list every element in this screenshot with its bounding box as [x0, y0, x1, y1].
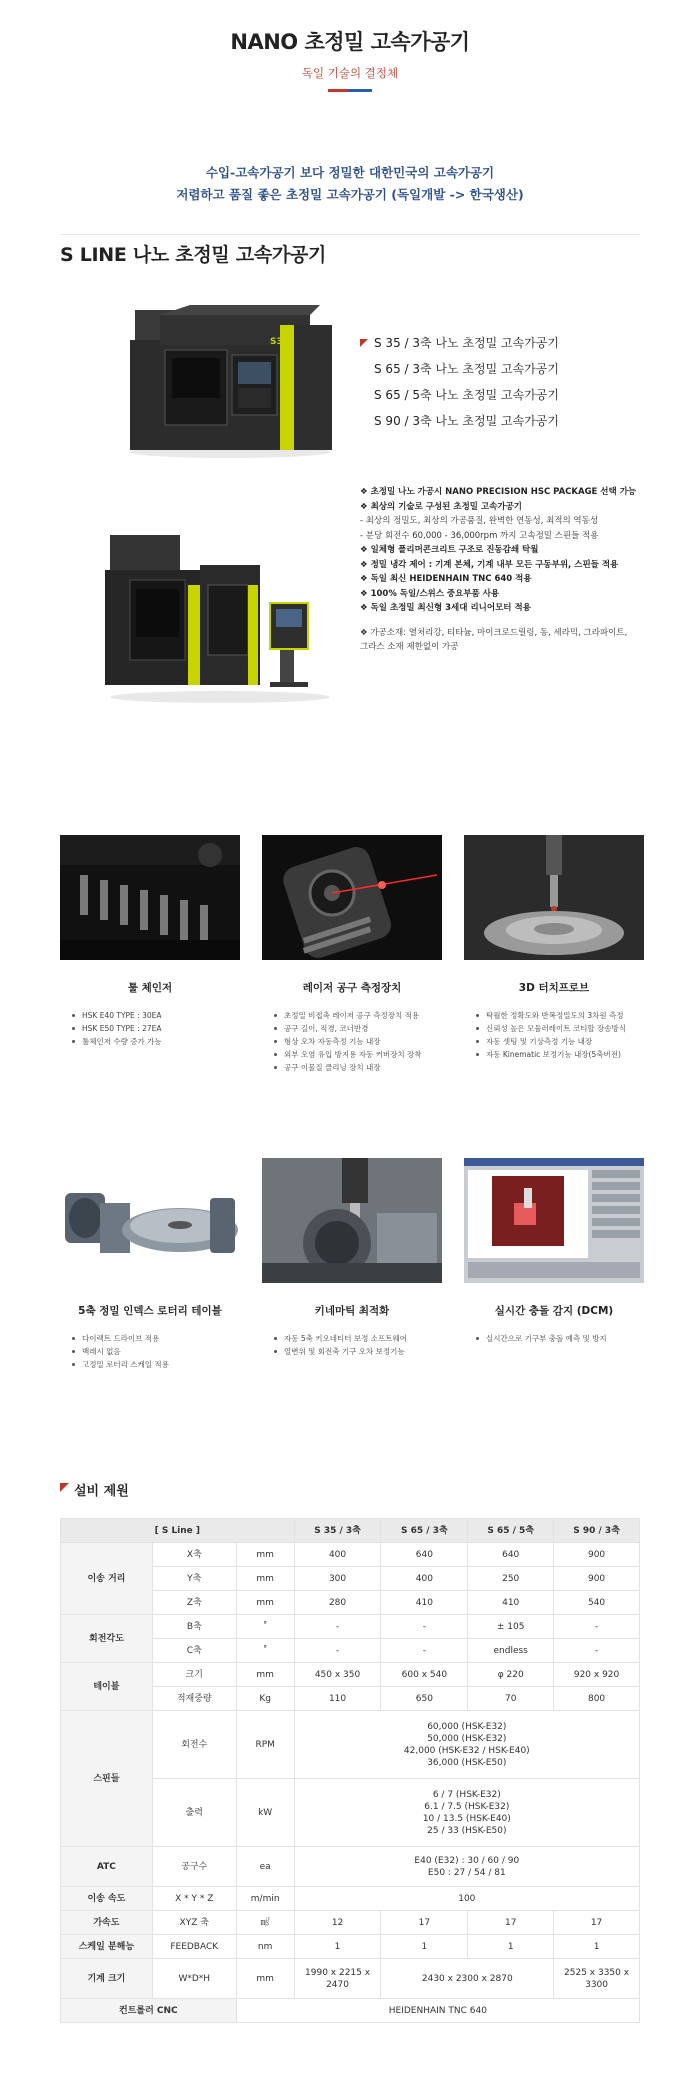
title-accent-bar	[328, 89, 372, 92]
cell-line: 3300	[585, 1979, 609, 1990]
model-item: S 65 / 5축 나노 초정밀 고속가공기	[374, 388, 559, 402]
feature-card-laser-tool-measure	[262, 835, 442, 1074]
feature-card-tool-changer	[60, 835, 240, 1048]
cell-line: 36,000 (HSK-E50)	[427, 1757, 507, 1768]
group-label: 컨트롤러 CNC	[61, 1999, 237, 2023]
feature-card-dcm	[464, 1158, 644, 1345]
table-cell: 1	[294, 1935, 381, 1959]
table-cell: φ 220	[468, 1663, 554, 1687]
card-bullet: 다이렉트 드라이브 적용	[72, 1332, 240, 1345]
table-cell: XYZ 축	[152, 1911, 236, 1935]
model-list-flag-icon	[360, 339, 368, 347]
group-label: ATC	[61, 1847, 153, 1887]
table-row	[61, 1911, 640, 1935]
group-label: 이송 속도	[61, 1887, 153, 1911]
table-cell: kW	[236, 1779, 294, 1847]
table-cell: mm	[236, 1591, 294, 1615]
table-cell	[294, 1711, 639, 1779]
table-cell: 1	[381, 1935, 468, 1959]
feature-item: ❖ 최상의 기술로 구성된 초정밀 고속가공기	[360, 501, 523, 512]
materials-line-1: ❖ 가공소재: 열처리강, 티타늄, 마이크로드릴링, 동, 세라믹, 그라파이트,	[360, 627, 628, 638]
card-bullet-list	[60, 1332, 240, 1371]
card-title: 키네마틱 최적화	[314, 1305, 390, 1317]
table-header-row	[61, 1519, 640, 1543]
touch-probe-image	[464, 835, 644, 960]
card-bullet: 신뢰성 높은 모듈러레이트 코티할 장송방식	[476, 1022, 644, 1035]
table-row	[61, 1615, 640, 1639]
table-cell: m/min	[236, 1887, 294, 1911]
table-cell: 250	[468, 1567, 554, 1591]
card-title: 레이저 공구 측정장치	[302, 982, 402, 994]
table-cell: 900	[554, 1567, 640, 1591]
feature-item: - 분당 회전수 60,000 - 36,000rpm 까지 고속정밀 스핀들 적용	[360, 530, 599, 541]
feature-item: ❖ 100% 독일/스위스 중요부품 사용	[360, 588, 500, 599]
table-cell: 600 x 540	[381, 1663, 468, 1687]
table-cell: mm	[236, 1959, 294, 1999]
spec-title-text: 설비 제원	[74, 1484, 129, 1499]
table-cell: HEIDENHAIN TNC 640	[236, 1999, 639, 2023]
feature-item: ❖ 일체형 폴리머콘크리트 구조로 진동감쇄 탁월	[360, 545, 539, 555]
feature-list	[360, 485, 636, 655]
cell-line: 6.1 / 7.5 (HSK-E32)	[424, 1801, 510, 1812]
dcm-screen-image	[464, 1158, 644, 1283]
feature-item: ❖ 정밀 냉각 제어 : 기계 본체, 기계 내부 모든 구동부위, 스핀들 적용	[360, 559, 619, 570]
cell-line: 10 / 13.5 (HSK-E40)	[422, 1813, 511, 1824]
card-bullet: 자동 셋팅 및 기상측정 기능 내장	[476, 1035, 644, 1048]
table-cell: 100	[294, 1887, 639, 1911]
table-cell: X * Y * Z	[152, 1887, 236, 1911]
table-cell: 회전수	[152, 1711, 236, 1779]
table-cell: 640	[468, 1543, 554, 1567]
card-bullet: 탁월한 정확도와 반복정밀도의 3차원 측정	[476, 1009, 644, 1022]
machine-image-with-control-panel	[100, 525, 340, 705]
card-bullet-list	[60, 1009, 240, 1048]
card-bullet: 툴체인저 수량 증가 가능	[72, 1035, 240, 1048]
table-cell: ˚	[236, 1615, 294, 1639]
spec-table	[60, 1518, 640, 2023]
table-cell: -	[381, 1639, 468, 1663]
feature-item: ❖ 초정밀 나노 가공시 NANO PRECISION HSC PACKAGE 선택 가능	[360, 487, 637, 497]
table-cell: C축	[152, 1639, 236, 1663]
cell-line: 6 / 7 (HSK-E32)	[432, 1789, 501, 1800]
spec-flag-icon	[60, 1483, 69, 1492]
table-cell: 110	[294, 1687, 381, 1711]
table-cell: 공구수	[152, 1847, 236, 1887]
card-title: 3D 터치프로브	[518, 982, 590, 994]
card-bullet: 백래시 없음	[72, 1345, 240, 1358]
group-label: 이송 거리	[61, 1543, 153, 1615]
table-cell: 400	[381, 1567, 468, 1591]
table-cell: 410	[468, 1591, 554, 1615]
table-cell: 17	[381, 1911, 468, 1935]
group-label: 가속도	[61, 1911, 153, 1935]
feature-card-3d-touch-probe	[464, 835, 644, 1061]
cell-line: E40 (E32) : 30 / 60 / 90	[414, 1855, 520, 1866]
card-bullet: 자동 Kinematic 보정기능 내장(5축버전)	[476, 1048, 644, 1061]
model-item: S 65 / 3축 나노 초정밀 고속가공기	[374, 362, 559, 376]
table-cell: 410	[381, 1591, 468, 1615]
card-bullet: HSK E50 TYPE : 27EA	[72, 1022, 240, 1035]
table-cell: -	[381, 1615, 468, 1639]
intro-line-2: 저렴하고 품질 좋은 초정밀 고속가공기 (독일개발 -> 한국생산)	[176, 187, 524, 202]
materials-line-2: 그라스 소재 제한없이 가공	[360, 642, 459, 652]
table-header-cell: S 35 / 3축	[294, 1519, 381, 1543]
card-bullet-list	[262, 1009, 442, 1074]
card-title: 실시간 충돌 감지 (DCM)	[494, 1305, 614, 1317]
card-bullet: 형상 오차 자동측정 기능 내장	[274, 1035, 442, 1048]
spec-section-title	[60, 1480, 129, 1499]
table-cell: Y축	[152, 1567, 236, 1591]
table-cell: ˚	[236, 1639, 294, 1663]
group-label: 기계 크기	[61, 1959, 153, 1999]
cell-line: E50 : 27 / 54 / 81	[427, 1867, 506, 1878]
table-cell: 17	[554, 1911, 640, 1935]
table-cell: 800	[554, 1687, 640, 1711]
table-cell: 1	[554, 1935, 640, 1959]
intro-line-1: 수입-고속가공기 보다 정밀한 대한민국의 고속가공기	[205, 165, 495, 180]
card-bullet: 공구 길이, 직경, 코너반경	[274, 1022, 442, 1035]
card-bullet-list	[464, 1009, 644, 1061]
table-cell: B축	[152, 1615, 236, 1639]
table-cell: ± 105	[468, 1615, 554, 1639]
page-subtitle: 독일 기술의 결정체	[301, 66, 399, 80]
laser-measure-image	[262, 835, 442, 960]
table-cell: 900	[554, 1543, 640, 1567]
table-cell: 920 x 920	[554, 1663, 640, 1687]
cell-line: 1990 x 2215 x	[305, 1967, 371, 1978]
table-cell: Kg	[236, 1687, 294, 1711]
table-cell: endless	[468, 1639, 554, 1663]
table-header-cell: S 90 / 3축	[554, 1519, 640, 1543]
table-cell: 650	[381, 1687, 468, 1711]
card-bullet: 초정밀 비접촉 레이저 공구 측정장치 적용	[274, 1009, 442, 1022]
group-label: 테이블	[61, 1663, 153, 1711]
table-header-cell: S 65 / 5축	[468, 1519, 554, 1543]
table-cell: nm	[236, 1935, 294, 1959]
table-cell: X축	[152, 1543, 236, 1567]
table-cell: -	[294, 1639, 381, 1663]
cell-line: 50,000 (HSK-E32)	[427, 1733, 507, 1744]
cell-line: 2470	[326, 1979, 349, 1990]
table-cell	[294, 1847, 639, 1887]
table-cell: 450 x 350	[294, 1663, 381, 1687]
model-item: S 35 / 3축 나노 초정밀 고속가공기	[374, 336, 559, 350]
table-cell: 17	[468, 1911, 554, 1935]
table-cell: 540	[554, 1591, 640, 1615]
table-cell: -	[554, 1639, 640, 1663]
card-bullet-list	[262, 1332, 442, 1358]
table-cell	[294, 1779, 639, 1847]
intro-text	[0, 162, 700, 206]
table-cell: 1	[468, 1935, 554, 1959]
table-cell: 640	[381, 1543, 468, 1567]
card-title: 5축 정밀 인덱스 로터리 테이블	[78, 1305, 222, 1317]
page-title: NANO 초정밀 고속가공기	[230, 30, 470, 54]
table-row	[61, 1847, 640, 1887]
feature-item: ❖ 독일 최신 HEIDENHAIN TNC 640 적용	[360, 574, 532, 584]
feature-item: - 최상의 정밀도, 최상의 가공품질, 완벽한 연동성, 최적의 역동성	[360, 516, 599, 526]
table-cell: 300	[294, 1567, 381, 1591]
feature-card-rotary-table	[60, 1158, 240, 1371]
table-row	[61, 1711, 640, 1779]
model-item: S 90 / 3축 나노 초정밀 고속가공기	[374, 414, 559, 428]
cell-line: 42,000 (HSK-E32 / HSK-E40)	[403, 1745, 530, 1756]
table-cell: Z축	[152, 1591, 236, 1615]
table-cell: mm	[236, 1567, 294, 1591]
rotary-table-image	[60, 1158, 240, 1283]
table-header-cell: S 65 / 3축	[381, 1519, 468, 1543]
card-title: 툴 체인저	[127, 982, 173, 994]
card-bullet: 자동 5축 키오네티터 보정 소프트웨어	[274, 1332, 442, 1345]
table-cell: -	[294, 1615, 381, 1639]
card-bullet: 고정밀 로터리 스케일 적용	[72, 1358, 240, 1371]
table-cell: RPM	[236, 1711, 294, 1779]
table-cell: 12	[294, 1911, 381, 1935]
group-label: 스핀들	[61, 1711, 153, 1847]
table-cell: ea	[236, 1847, 294, 1887]
table-cell: 70	[468, 1687, 554, 1711]
sline-section-title: S LINE 나노 초정밀 고속가공기	[60, 244, 327, 266]
card-bullet-list	[464, 1332, 644, 1345]
card-bullet: 공구 이물질 클리닝 장치 내장	[274, 1061, 442, 1074]
group-label: 회전각도	[61, 1615, 153, 1663]
card-bullet: 실시간으로 기구부 충돌 예측 및 방지	[476, 1332, 644, 1345]
machine-badge: S35	[270, 337, 290, 347]
section-divider	[60, 234, 640, 235]
feature-item: ❖ 독일 초정밀 최신형 3세대 리니어모터 적용	[360, 603, 531, 613]
table-row	[61, 1935, 640, 1959]
table-row	[61, 1663, 640, 1687]
table-cell: mm	[236, 1543, 294, 1567]
table-header-cell: [ S Line ]	[61, 1519, 295, 1543]
model-list	[360, 330, 559, 434]
table-row	[61, 1999, 640, 2023]
feature-card-kinematic-optimization	[262, 1158, 442, 1358]
table-cell: W*D*H	[152, 1959, 236, 1999]
machine-image-s35	[120, 300, 340, 460]
table-cell: FEEDBACK	[152, 1935, 236, 1959]
table-cell: 2430 x 2300 x 2870	[381, 1959, 554, 1999]
tool-changer-image	[60, 835, 240, 960]
table-row	[61, 1887, 640, 1911]
table-row	[61, 1543, 640, 1567]
cell-line: 2525 x 3350 x	[564, 1967, 630, 1978]
table-cell: 출력	[152, 1779, 236, 1847]
kinematic-image	[262, 1158, 442, 1283]
table-cell: ㎨	[236, 1911, 294, 1935]
card-bullet: 외부 오염 유입 방지용 자동 커버장치 장착	[274, 1048, 442, 1061]
table-cell: 크기	[152, 1663, 236, 1687]
cell-line: 25 / 33 (HSK-E50)	[427, 1825, 507, 1836]
table-cell: mm	[236, 1663, 294, 1687]
table-cell: -	[554, 1615, 640, 1639]
card-bullet: HSK E40 TYPE : 30EA	[72, 1009, 240, 1022]
page-header	[0, 0, 700, 92]
table-cell: 400	[294, 1543, 381, 1567]
cell-line: 60,000 (HSK-E32)	[427, 1721, 507, 1732]
card-bullet: 열변위 및 회전축 기구 오차 보정기능	[274, 1345, 442, 1358]
group-label: 스케일 분해능	[61, 1935, 153, 1959]
table-row	[61, 1959, 640, 1999]
table-cell	[294, 1959, 381, 1999]
table-cell	[554, 1959, 640, 1999]
table-cell: 적재중량	[152, 1687, 236, 1711]
table-cell: 280	[294, 1591, 381, 1615]
